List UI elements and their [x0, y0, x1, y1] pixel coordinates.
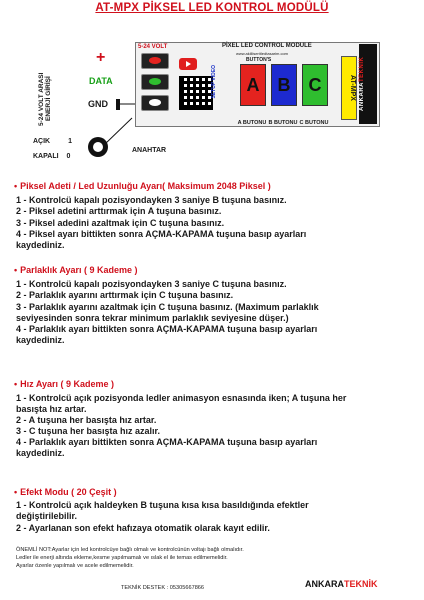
- voltage-label: 5-24 VOLT: [138, 44, 168, 50]
- section-text: 2 - A tuşuna her basışta hız artar.: [16, 415, 157, 425]
- buttons-header: BUTTON'S: [246, 57, 272, 63]
- terminal-data: [141, 74, 169, 90]
- switch-icon: [88, 137, 108, 157]
- section-heading-brightness: • Parlaklık Ayarı ( 9 Kademe ): [14, 265, 138, 275]
- section-text: 3 - Parlaklık ayarını azaltmak için C tuşuna basınız. (Maximum parlaklık: [16, 302, 319, 312]
- gnd-terminal-bar: [116, 99, 120, 110]
- switch-label: ANAHTAR: [132, 147, 167, 154]
- section-text: 2 - Piksel adetini arttırmak için A tuşuna basınız.: [16, 206, 222, 216]
- section-text: seviyesinden sonra tekrar minimum parlaklık seviyesine düşer.): [16, 313, 289, 323]
- power-input-label: 5-24 VOLT ARASI ENERJİ GİRİŞİ: [38, 72, 52, 126]
- section-text: kaydediniz.: [16, 448, 65, 458]
- section-text: 4 - Piksel ayarı bittikten sonra AÇMA-KAPAMA tuşuna basıp ayarları: [16, 229, 307, 239]
- button-c-label: C BUTONU: [299, 120, 329, 126]
- important-note: Ayarlar özenle yapılmalı ve acele edilmemelidir.: [16, 563, 134, 569]
- terminal-plus: [141, 53, 169, 69]
- button-a-label: A BUTONU: [237, 120, 267, 126]
- button-b: B: [271, 64, 297, 106]
- important-note: ÖNEMLİ NOT:Ayarlar için led kontrolcüye bağlı olmalı ve kontrolcünün voltajı bağlı olmalıdır.: [16, 547, 244, 553]
- data-label: DATA: [89, 76, 113, 86]
- gnd-label: GND: [88, 99, 108, 109]
- section-text: 1 - Kontrolcü açık haldeyken B tuşuna kısa kısa basıldığında efektler: [16, 500, 309, 510]
- button-a: A: [240, 64, 266, 106]
- button-b-label: B BUTONU: [268, 120, 298, 126]
- button-c: C: [302, 64, 328, 106]
- switch-on-label: AÇIK 1: [33, 138, 73, 145]
- qr-code-icon: [179, 76, 213, 110]
- section-text: kaydediniz.: [16, 335, 65, 345]
- section-text: 1 - Kontrolcü açık pozisyonda ledler animasyon esnasında iken; A tuşuna her: [16, 393, 347, 403]
- section-text: 4 - Parlaklık ayarı bittikten sonra AÇMA-KAPAMA tuşuna basıp ayarları: [16, 324, 318, 334]
- section-text: kaydediniz.: [16, 240, 65, 250]
- section-heading-effect: • Efekt Modu ( 20 Çeşit ): [14, 487, 117, 497]
- terminal-gnd: [141, 95, 169, 111]
- plus-label: +: [96, 49, 106, 66]
- section-text: 1 - Kontrolcü kapalı pozisyondayken 3 saniye B tuşuna basınız.: [16, 195, 287, 205]
- setup-video-label: SETUP VIDEO: [211, 65, 217, 99]
- section-text: 2 - Ayarlanan son efekt hafızaya otomatik olarak kayıt edilir.: [16, 523, 270, 533]
- model-label: AT-MPX: [341, 56, 357, 120]
- page-title: AT-MPX PİKSEL LED KONTROL MODÜLÜ: [95, 2, 329, 14]
- section-text: 4 - Parlaklık ayarı bittikten sonra AÇMA-KAPAMA tuşuna basıp ayarları: [16, 437, 318, 447]
- module-url: www.akilliseritledtasarim.com: [236, 51, 289, 56]
- youtube-icon: [179, 58, 197, 70]
- section-text: değiştirilebilir.: [16, 511, 78, 521]
- section-text: 2 - Parlaklık ayarını arttırmak için C tuşuna basınız.: [16, 290, 234, 300]
- section-text: 1 - Kontrolcü kapalı pozisyondayken 3 saniye C tuşuna basınız.: [16, 279, 287, 289]
- section-text: basışta hız artar.: [16, 404, 87, 414]
- important-note: Ledler ile enerji altında ekleme,kesme yapılmamalı ve ıslak el ile temas edilmemelidir.: [16, 555, 228, 561]
- switch-off-label: KAPALI 0: [33, 153, 71, 160]
- brand-logo-vertical: ANKARATEKNİK: [359, 44, 377, 124]
- section-heading-pixel: • Piksel Adeti / Led Uzunluğu Ayarı( Maksimum 2048 Piksel ): [14, 181, 271, 191]
- footer-brand-logo: ANKARATEKNİK: [305, 579, 378, 589]
- section-heading-speed: • Hız Ayarı ( 9 Kademe ): [14, 379, 115, 389]
- module-title: PİXEL LED CONTROL MODULE: [222, 43, 312, 49]
- support-phone: TEKNİK DESTEK : 05305667866: [121, 585, 205, 591]
- section-text: 3 - Piksel adedini azaltmak için C tuşuna basınız.: [16, 218, 225, 228]
- section-text: 3 - C tuşuna her basışta hız azalır.: [16, 426, 161, 436]
